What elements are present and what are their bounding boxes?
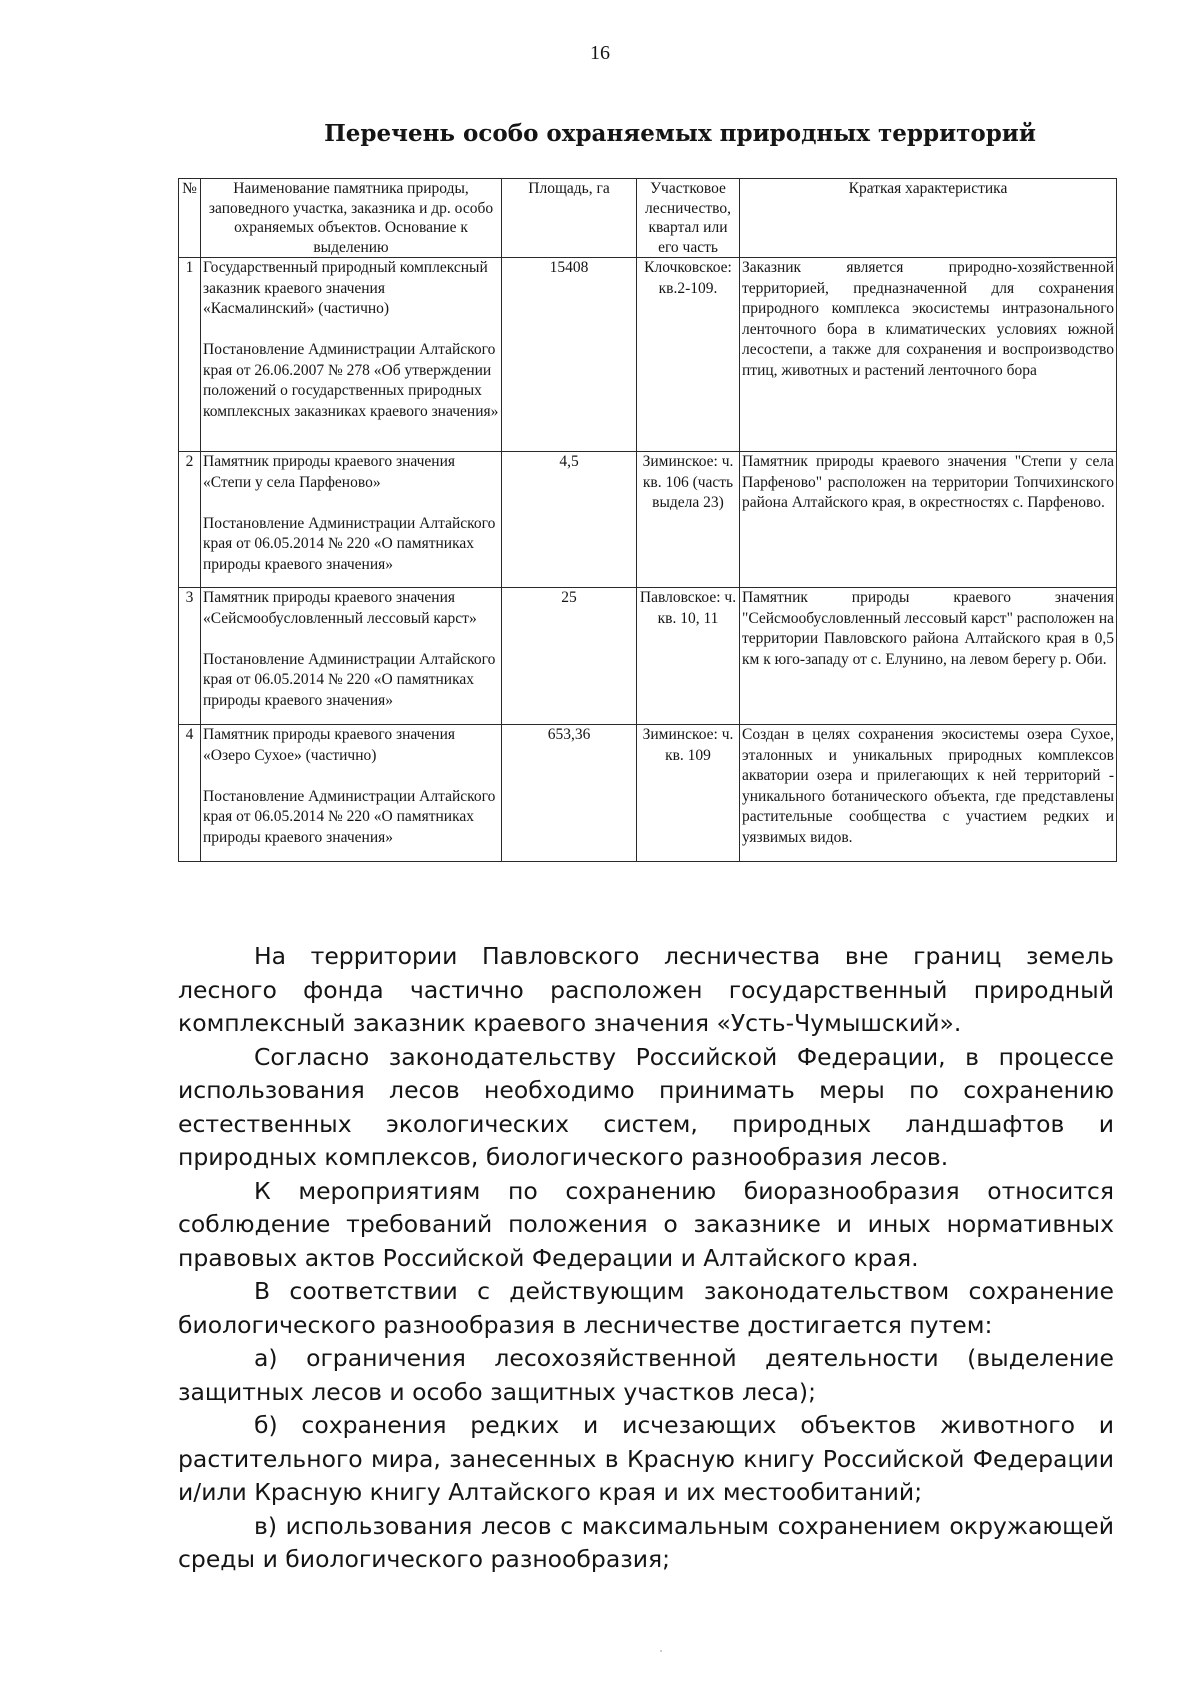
row-description: Заказник является природно-хозяйственной территорией, предназначенной для сохранения природного комплекса экосистемы интразонального ленточного бора в климатических условиях южной лесостепи, а также для сохранения и воспроизводство птиц, животных и растений ленточного бора [740,258,1117,452]
row-name: Памятник природы краевого значения «Сейсмообусловленный лессовый карст» [203,589,477,627]
row-district: Клочковское: кв.2-109. [637,258,740,452]
row-name-cell [201,588,502,725]
header-area: Площадь, га [502,179,637,258]
row-num: 3 [179,588,201,725]
row-basis: Постановление Администрации Алтайского края от 26.06.2007 № 278 «Об утверждении положений о государственных природных комплексных заказниках краевого значения» [203,341,499,420]
row-name: Памятник природы краевого значения «Степи у села Парфеново» [203,453,456,491]
row-name-cell [201,725,502,862]
row-name-cell [201,258,502,452]
table-row [179,588,1117,725]
header-name: Наименование памятника природы, заповедного участка, заказника и др. особо охраняемых объектов. Основание к выделению [201,179,502,258]
row-district: Зиминское: ч. кв. 109 [637,725,740,862]
body-text [178,940,1114,1577]
table-row [179,452,1117,588]
row-description: Памятник природы краевого значения "Сейсмообусловленный лессовый карст" расположен на территории Павловского района Алтайского края в 0,5 км к юго-западу от с. Елунино, на левом берегу р. Оби. [740,588,1117,725]
row-num: 1 [179,258,201,452]
row-name: Памятник природы краевого значения «Озеро Сухое» (частично) [203,726,456,764]
row-basis: Постановление Администрации Алтайского края от 06.05.2014 № 220 «О памятниках природы краевого значения» [203,514,496,573]
header-num: № [179,179,201,258]
table-header-row [179,179,1117,258]
page-number: 16 [590,42,610,64]
paragraph: Согласно законодательству Российской Федерации, в процессе использования лесов необходимо принимать меры по сохранению естественных экологических систем, природных ландшафтов и природных комплексов, биологического разнообразия лесов. [178,1042,1114,1171]
row-description: Памятник природы краевого значения "Степи у села Парфеново" расположен на территории Топчихинского района Алтайского края, в окрестностях с. Парфеново. [740,452,1117,588]
list-item: б) сохранения редких и исчезающих объектов животного и растительного мира, занесенных в Красную книгу Российской Федерации и/или Красную книгу Алтайского края и их местообитаний; [178,1411,1114,1506]
list-item: а) ограничения лесохозяйственной деятельности (выделение защитных лесов и особо защитных участков леса); [178,1344,1114,1406]
row-area: 4,5 [502,452,637,588]
row-name-cell [201,452,502,588]
row-basis: Постановление Администрации Алтайского края от 06.05.2014 № 220 «О памятниках природы краевого значения» [203,650,496,709]
row-basis: Постановление Администрации Алтайского края от 06.05.2014 № 220 «О памятниках природы краевого значения» [203,787,496,846]
header-description: Краткая характеристика [740,179,1117,258]
paragraph: К мероприятиям по сохранению биоразнообразия относится соблюдение требований положения о заказнике и иных нормативных правовых актов Российской Федерации и Алтайского края. [178,1176,1114,1272]
paragraph: В соответствии с действующим законодательством сохранение биологического разнообразия в лесничестве достигается путем: [178,1277,1114,1339]
row-area: 25 [502,588,637,725]
paragraph: На территории Павловского лесничества вне границ земель лесного фонда частично расположен государственный природный комплексный заказник краевого значения «Усть-Чумышский». [178,942,1114,1037]
protected-areas-table [178,178,1117,862]
row-num: 2 [179,452,201,588]
row-num: 4 [179,725,201,862]
row-district: Зиминское: ч. кв. 106 (часть выдела 23) [637,452,740,588]
row-name: Государственный природный комплексный заказник краевого значения «Касмалинский» (частично) [203,259,488,317]
page-title: Перечень особо охраняемых природных территорий [324,120,1036,147]
table-row [179,725,1117,862]
row-description: Создан в целях сохранения экосистемы озера Сухое, эталонных и уникальных природных комплексов акватории озера и прилегающих к ней территорий - уникального ботанического объекта, где представлены растительные сообщества с участием редких и уязвимых видов. [740,725,1117,862]
row-district: Павловское: ч. кв. 10, 11 [637,588,740,725]
row-area: 15408 [502,258,637,452]
row-area: 653,36 [502,725,637,862]
list-item: в) использования лесов с максимальным сохранением окружающей среды и биологического разнообразия; [178,1511,1114,1573]
header-district: Участковое лесничество, квартал или его часть [637,179,740,258]
table-row [179,258,1117,452]
scan-speck [660,1650,662,1652]
